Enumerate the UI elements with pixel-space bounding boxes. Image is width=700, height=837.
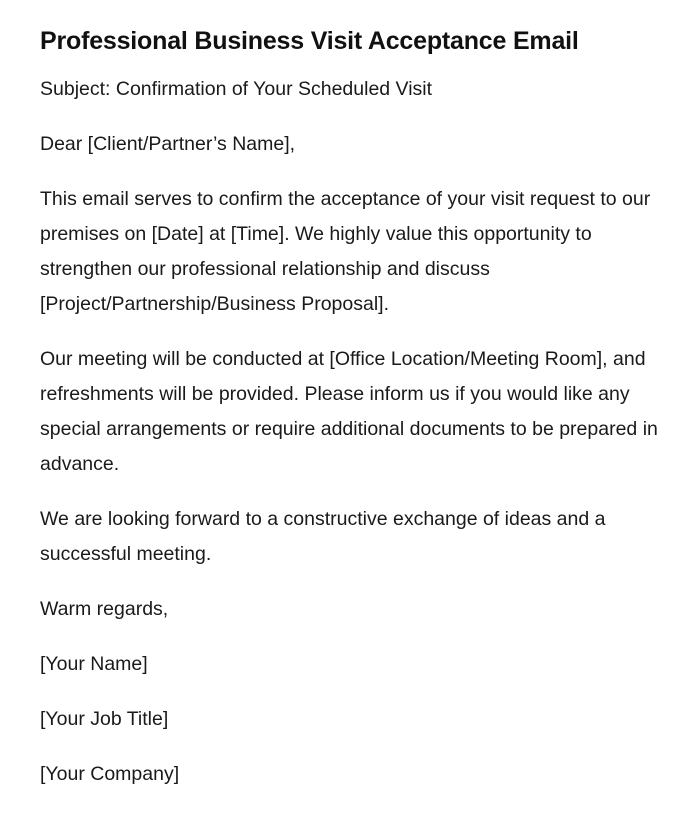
signature-job-title: [Your Job Title] <box>40 708 169 730</box>
email-paragraph-arrangements: Our meeting will be conducted at [Office Location/Meeting Room], and refreshments will be provided. Please inform us if you would like any special arrangements or require additional documents to be prepared in advance. <box>40 348 658 475</box>
document-title: Professional Business Visit Acceptance Email <box>40 27 579 55</box>
email-closing: Warm regards, <box>40 598 169 620</box>
email-paragraph-confirmation: This email serves to confirm the acceptance of your visit request to our premises on [Date] at [Time]. We highly value this opportunity to strengthen our professional relationship and discuss [Project/Partnership/Business Proposal]. <box>40 188 651 315</box>
signature-name: [Your Name] <box>40 653 148 675</box>
email-paragraph-closing-remark: We are looking forward to a constructive exchange of ideas and a successful meeting. <box>40 508 606 565</box>
email-greeting: Dear [Client/Partner’s Name], <box>40 133 296 155</box>
email-subject: Subject: Confirmation of Your Scheduled Visit <box>40 78 433 100</box>
signature-company: [Your Company] <box>40 763 180 785</box>
